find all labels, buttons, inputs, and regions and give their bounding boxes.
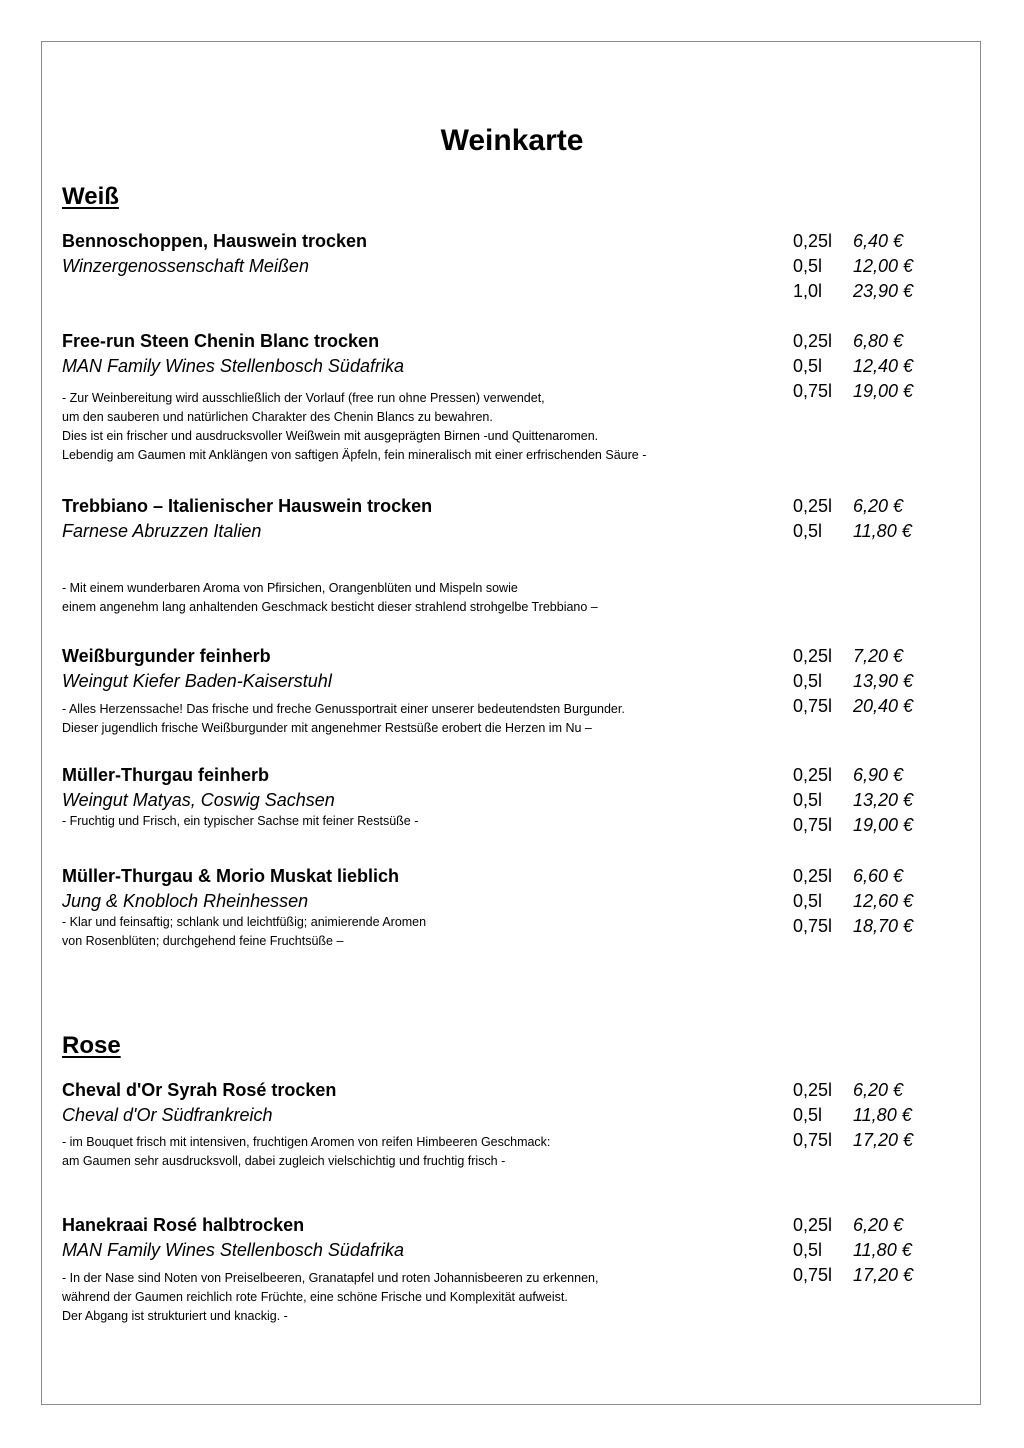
price-amount: 13,20 € (853, 790, 914, 810)
page-title: Weinkarte (440, 124, 584, 157)
price-amount: 12,00 € (853, 256, 914, 276)
wine-name: Weißburgunder feinherb (62, 646, 271, 666)
price-amount: 12,60 € (853, 891, 914, 911)
wine-description-line: - Mit einem wunderbaren Aroma von Pfirsichen, Orangenblüten und Mispeln sowie (62, 581, 518, 595)
wine-description-line: - In der Nase sind Noten von Preiselbeeren, Granatapfel und roten Johannisbeeren zu erkennen, (62, 1271, 599, 1285)
wine-producer: Winzergenossenschaft Meißen (62, 256, 309, 276)
price-amount: 11,80 € (853, 521, 912, 541)
wine-description-line: Lebendig am Gaumen mit Anklängen von saftigen Äpfeln, fein mineralisch mit einer erfrischenden Säure - (62, 448, 647, 462)
wine-description-line: - Alles Herzenssache! Das frische und freche Genussportrait einer unserer bedeutendsten Burgunder. (62, 702, 625, 716)
price-volume: 0,75l (793, 381, 833, 401)
wine-name: Cheval d'Or Syrah Rosé trocken (62, 1080, 337, 1100)
wine-description-line: Der Abgang ist strukturiert und knackig. - (62, 1309, 288, 1323)
wine-producer: Farnese Abruzzen Italien (62, 521, 262, 541)
price-volume: 0,5l (793, 1240, 823, 1260)
price-volume: 0,75l (793, 1265, 833, 1285)
price-amount: 17,20 € (853, 1265, 914, 1285)
price-amount: 6,60 € (853, 866, 904, 886)
wine-description-line: - Klar und feinsaftig; schlank und leichtfüßig; animierende Aromen (62, 915, 427, 929)
price-amount: 20,40 € (853, 696, 914, 716)
wine-description-line: - im Bouquet frisch mit intensiven, fruchtigen Aromen von reifen Himbeeren Geschmack: (62, 1135, 551, 1149)
price-volume: 0,75l (793, 1130, 833, 1150)
price-volume: 0,75l (793, 696, 833, 716)
wine-name: Hanekraai Rosé halbtrocken (62, 1215, 305, 1235)
price-volume: 0,5l (793, 356, 823, 376)
wine-description-line: Dies ist ein frischer und ausdrucksvoller Weißwein mit ausgeprägten Birnen -und Quittenaromen. (62, 429, 599, 443)
price-amount: 6,20 € (853, 1080, 904, 1100)
price-amount: 6,90 € (853, 765, 904, 785)
price-volume: 0,25l (793, 231, 833, 251)
wine-producer: Weingut Matyas, Coswig Sachsen (62, 790, 335, 810)
price-amount: 17,20 € (853, 1130, 914, 1150)
price-volume: 0,5l (793, 891, 823, 911)
section-heading: Rose (62, 1032, 121, 1059)
wine-name: Bennoschoppen, Hauswein trocken (62, 231, 368, 251)
wine-name: Free-run Steen Chenin Blanc trocken (62, 331, 380, 351)
wine-producer: Jung & Knobloch Rheinhessen (62, 891, 309, 911)
wine-description-line: - Fruchtig und Frisch, ein typischer Sachse mit feiner Restsüße - (62, 814, 419, 828)
price-amount: 11,80 € (853, 1240, 912, 1260)
wine-producer: Weingut Kiefer Baden-Kaiserstuhl (62, 671, 332, 691)
wine-description-line: einem angenehm lang anhaltenden Geschmack besticht dieser strahlend strohgelbe Trebbiano – (62, 600, 598, 614)
price-amount: 7,20 € (853, 646, 904, 666)
price-amount: 13,90 € (853, 671, 914, 691)
price-volume: 0,25l (793, 1080, 833, 1100)
wine-name: Trebbiano – Italienischer Hauswein trocken (62, 496, 433, 516)
price-amount: 6,20 € (853, 1215, 904, 1235)
price-volume: 0,25l (793, 646, 833, 666)
wine-producer: Cheval d'Or Südfrankreich (62, 1105, 273, 1125)
wine-name: Müller-Thurgau feinherb (62, 765, 269, 785)
price-volume: 0,25l (793, 331, 833, 351)
wine-name: Müller-Thurgau & Morio Muskat lieblich (62, 866, 400, 886)
price-volume: 0,75l (793, 815, 833, 835)
wine-description-line: während der Gaumen reichlich rote Früchte, eine schöne Frische und Komplexität aufweist. (62, 1290, 568, 1304)
wine-description-line: um den sauberen und natürlichen Charakter des Chenin Blancs zu bewahren. (62, 410, 493, 424)
price-amount: 12,40 € (853, 356, 914, 376)
price-amount: 19,00 € (853, 815, 914, 835)
wine-producer: MAN Family Wines Stellenbosch Südafrika (62, 356, 404, 376)
wine-producer: MAN Family Wines Stellenbosch Südafrika (62, 1240, 404, 1260)
price-amount: 6,80 € (853, 331, 904, 351)
wine-description-line: von Rosenblüten; durchgehend feine Fruchtsüße – (62, 934, 344, 948)
wine-description-line: am Gaumen sehr ausdrucksvoll, dabei zugleich vielschichtig und fruchtig frisch - (62, 1154, 506, 1168)
price-amount: 19,00 € (853, 381, 914, 401)
wine-description-line: - Zur Weinbereitung wird ausschließlich der Vorlauf (free run ohne Pressen) verwendet, (62, 391, 545, 405)
wine-description-line: Dieser jugendlich frische Weißburgunder mit angenehmer Restsüße erobert die Herzen im Nu – (62, 721, 592, 735)
price-volume: 0,5l (793, 671, 823, 691)
price-volume: 0,5l (793, 1105, 823, 1125)
price-volume: 0,25l (793, 1215, 833, 1235)
price-amount: 11,80 € (853, 1105, 912, 1125)
price-amount: 18,70 € (853, 916, 914, 936)
price-amount: 23,90 € (853, 281, 914, 301)
price-volume: 0,5l (793, 521, 823, 541)
price-volume: 0,5l (793, 790, 823, 810)
price-volume: 0,25l (793, 765, 833, 785)
price-volume: 0,5l (793, 256, 823, 276)
price-volume: 0,25l (793, 866, 833, 886)
section-heading: Weiß (62, 183, 119, 210)
price-volume: 0,75l (793, 916, 833, 936)
price-volume: 0,25l (793, 496, 833, 516)
price-amount: 6,20 € (853, 496, 904, 516)
price-volume: 1,0l (793, 281, 823, 301)
price-amount: 6,40 € (853, 231, 904, 251)
